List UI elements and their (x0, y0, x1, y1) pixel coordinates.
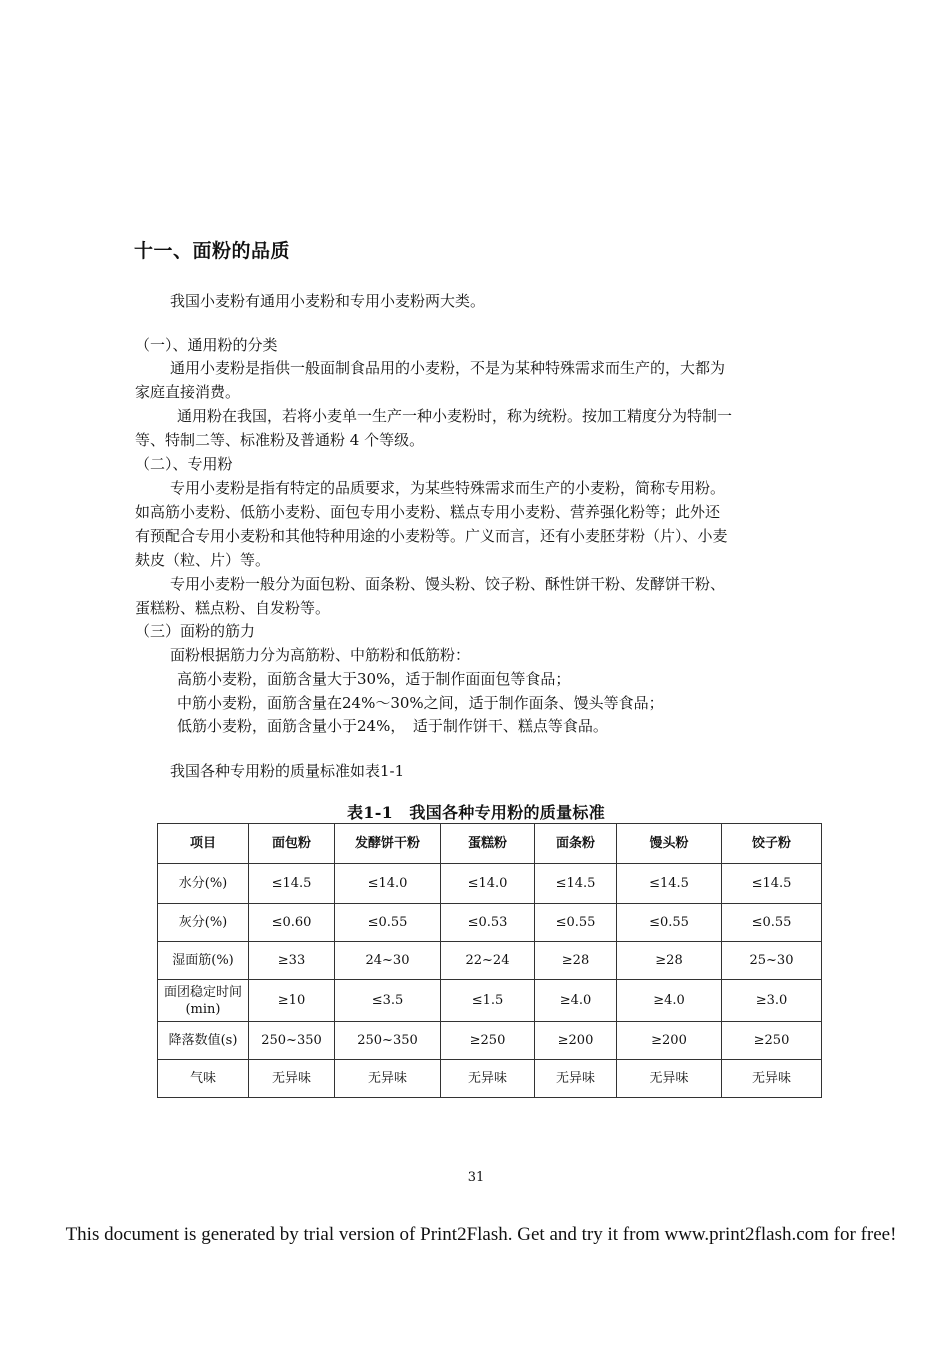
table-row-label: 降落数值(s) (158, 1022, 249, 1060)
table-cell: ≥250 (722, 1022, 822, 1060)
table-cell: ≤0.53 (441, 904, 535, 942)
table-header-row (158, 824, 822, 864)
intro-paragraph: 我国小麦粉有通用小麦粉和专用小麦粉两大类。 (170, 292, 486, 310)
table-cell: ≥4.0 (535, 980, 617, 1022)
special-p1-line1: 专用小麦粉是指有特定的品质要求，为某些特殊需求而生产的小麦粉，简称专用粉。 (170, 479, 726, 497)
table-cell: ≤1.5 (441, 980, 535, 1022)
subsection-title-special: （二）、专用粉 (135, 455, 233, 473)
section-heading: 十一、面粉的品质 (134, 240, 291, 262)
table-cell: 无异味 (441, 1060, 535, 1098)
special-p1-line4: 麸皮（粒、片）等。 (135, 551, 271, 569)
table-cell: ≤14.5 (249, 864, 335, 904)
table-cell: ≤0.55 (335, 904, 441, 942)
subsection-title-gluten: （三）面粉的筋力 (135, 622, 256, 640)
subsection-title-general: （一）、通用粉的分类 (135, 336, 278, 354)
special-p1-line3: 有预配合专用小麦粉和其他特种用途的小麦粉等。广义而言，还有小麦胚芽粉（片）、小麦 (135, 527, 728, 545)
table-cell: ≥33 (249, 942, 335, 980)
table-cell: ≤14.0 (441, 864, 535, 904)
table-cell: ≥10 (249, 980, 335, 1022)
table-cell: ≥200 (617, 1022, 722, 1060)
table-cell: 无异味 (722, 1060, 822, 1098)
gluten-line4: 低筋小麦粉，面筋含量小于24%， 适于制作饼干、糕点等食品。 (177, 717, 608, 735)
table-header-cell: 面包粉 (249, 824, 335, 864)
table-cell: 无异味 (335, 1060, 441, 1098)
table-cell: ≤0.55 (722, 904, 822, 942)
table-row-label: 灰分(%) (158, 904, 249, 942)
table-cell: ≤14.5 (722, 864, 822, 904)
table-row (158, 1060, 822, 1098)
trial-footer: This document is generated by trial version of Print2Flash. Get and try it from www.print2flash.com for free! (65, 1224, 897, 1245)
table-row-label: 气味 (158, 1060, 249, 1098)
gluten-line3: 中筋小麦粉，面筋含量在24%～30%之间，适于制作面条、馒头等食品； (177, 694, 664, 712)
special-p2-line2: 蛋糕粉、糕点粉、自发粉等。 (135, 599, 331, 617)
table-cell: ≤14.5 (617, 864, 722, 904)
table-row-label: 面团稳定时间(min) (158, 980, 249, 1022)
table-cell: 无异味 (617, 1060, 722, 1098)
table-header-cell: 面条粉 (535, 824, 617, 864)
table-cell: 25~30 (722, 942, 822, 980)
table-cell: ≤0.55 (617, 904, 722, 942)
table-cell: ≥28 (535, 942, 617, 980)
special-p2-line1: 专用小麦粉一般分为面包粉、面条粉、馒头粉、饺子粉、酥性饼干粉、发酵饼干粉、 (170, 575, 726, 593)
table-cell: ≤14.5 (535, 864, 617, 904)
table-caption: 表1-1 我国各种专用粉的质量标准 (346, 803, 605, 822)
general-p1-line1: 通用小麦粉是指供一般面制食品用的小麦粉，不是为某种特殊需求而生产的，大都为 (170, 359, 726, 377)
special-p1-line2: 如高筋小麦粉、低筋小麦粉、面包专用小麦粉、糕点专用小麦粉、营养强化粉等；此外还 (135, 503, 721, 521)
page-number: 31 (467, 1170, 485, 1185)
table-cell: ≥28 (617, 942, 722, 980)
table-cell: 250~350 (249, 1022, 335, 1060)
general-p2-line2: 等、特制二等、标准粉及普通粉 4 个等级。 (135, 431, 425, 449)
table-row (158, 1022, 822, 1060)
gluten-line1: 面粉根据筋力分为高筋粉、中筋粉和低筋粉： (170, 646, 471, 664)
table-cell: ≥200 (535, 1022, 617, 1060)
table-row (158, 942, 822, 980)
table-cell: 无异味 (535, 1060, 617, 1098)
table-row-label: 湿面筋(%) (158, 942, 249, 980)
table-row (158, 904, 822, 942)
table-cell: ≤0.60 (249, 904, 335, 942)
general-p2-line1: 通用粉在我国，若将小麦单一生产一种小麦粉时，称为统粉。按加工精度分为特制一 (177, 407, 733, 425)
table-header-cell: 饺子粉 (722, 824, 822, 864)
table-header-cell: 馒头粉 (617, 824, 722, 864)
table-row (158, 980, 822, 1022)
gluten-line2: 高筋小麦粉，面筋含量大于30%，适于制作面面包等食品； (177, 670, 571, 688)
table-cell: 24~30 (335, 942, 441, 980)
quality-standard-table (157, 823, 822, 1098)
table-reference: 我国各种专用粉的质量标准如表1-1 (170, 762, 405, 780)
table-row-label: 水分(%) (158, 864, 249, 904)
table-row (158, 864, 822, 904)
table-cell: 250~350 (335, 1022, 441, 1060)
table-cell: ≤3.5 (335, 980, 441, 1022)
table-cell: 无异味 (249, 1060, 335, 1098)
table-header-cell: 蛋糕粉 (441, 824, 535, 864)
table-header-cell: 发酵饼干粉 (335, 824, 441, 864)
table-cell: ≥4.0 (617, 980, 722, 1022)
general-p1-line2: 家庭直接消费。 (135, 383, 241, 401)
table-header-cell: 项目 (158, 824, 249, 864)
table-cell: ≥250 (441, 1022, 535, 1060)
table-cell: ≤14.0 (335, 864, 441, 904)
table-cell: ≥3.0 (722, 980, 822, 1022)
table-cell: 22~24 (441, 942, 535, 980)
table-cell: ≤0.55 (535, 904, 617, 942)
